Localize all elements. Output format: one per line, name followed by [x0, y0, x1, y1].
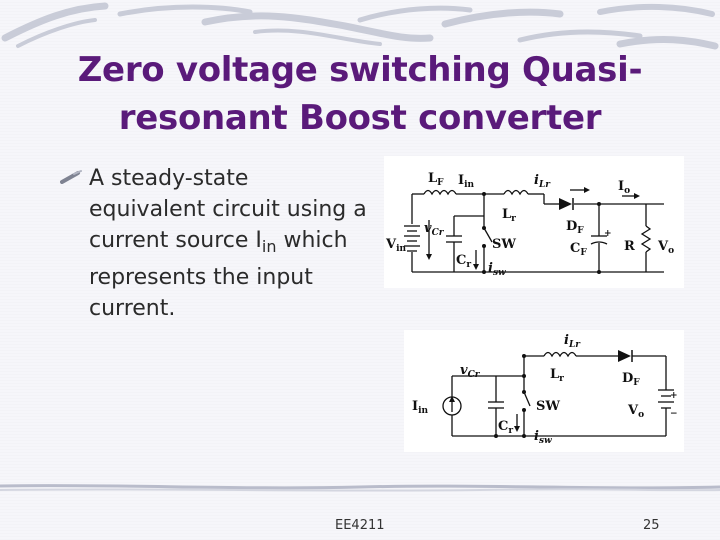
- label-vo-minus: −: [670, 409, 678, 419]
- label-vo: V: [658, 239, 669, 254]
- svg-text:DF: [566, 219, 584, 236]
- footer-page-number: 25: [643, 518, 660, 533]
- label-ilr-sub: Lr: [538, 180, 551, 190]
- bullet-text-end: which represents the input current.: [89, 228, 348, 321]
- bullet-text-subscript: in: [261, 237, 277, 256]
- label-iin: I: [412, 399, 419, 414]
- label-cr-sub: r: [466, 260, 472, 270]
- label-df: D: [566, 219, 578, 234]
- label-vcr-sub: Cr: [467, 370, 480, 380]
- svg-text:isw: [534, 429, 552, 446]
- label-isw: i: [534, 429, 539, 444]
- label-vo: V: [628, 403, 639, 418]
- label-vcr-sub: Cr: [431, 228, 444, 238]
- label-iin: I: [458, 173, 465, 188]
- boost-converter-circuit-diagram: [384, 156, 684, 288]
- label-vo-sub: o: [668, 246, 675, 256]
- slide-title: [0, 46, 720, 142]
- label-vin-sub: in: [396, 244, 407, 254]
- label-vcr: v: [424, 221, 432, 236]
- svg-text:Cr: [498, 419, 513, 436]
- slide-title-line2: resonant Boost converter: [118, 98, 602, 138]
- label-vo-plus: +: [670, 391, 678, 401]
- label-sw: SW: [492, 237, 516, 252]
- label-io: I: [618, 179, 625, 194]
- diode-icon: [618, 350, 631, 362]
- label-lr-sub: r: [511, 214, 516, 224]
- label-lf: L: [428, 171, 438, 186]
- label-isw: i: [488, 261, 493, 276]
- slide-title-line1: Zero voltage switching Quasi-: [77, 50, 643, 90]
- svg-text:Iin: [412, 399, 429, 416]
- svg-text:iLr: [564, 333, 581, 350]
- label-iin-sub: in: [464, 180, 475, 190]
- label-cf-plus: +: [604, 229, 612, 239]
- svg-text:Io: [618, 179, 630, 196]
- svg-text:DF: [622, 371, 640, 388]
- label-sw: SW: [536, 399, 560, 414]
- label-lf-sub: F: [437, 178, 444, 188]
- label-df-sub: F: [577, 226, 584, 236]
- svg-text:vCr: [460, 363, 481, 380]
- label-cr: C: [498, 419, 509, 434]
- diode-icon: [559, 198, 572, 210]
- label-vin: V: [386, 237, 397, 252]
- quill-bullet-icon: [60, 170, 82, 184]
- svg-text:Lr: [502, 207, 516, 224]
- svg-text:CF: [570, 241, 587, 258]
- svg-text:Cr: [456, 253, 471, 270]
- label-isw-sub: sw: [538, 436, 552, 446]
- label-r: R: [624, 239, 635, 254]
- label-ilr-sub: Lr: [568, 340, 581, 350]
- bullet-text: [89, 163, 369, 324]
- label-ilr: i: [564, 333, 569, 348]
- svg-text:Lr: [550, 367, 564, 384]
- label-isw-sub: sw: [492, 268, 506, 278]
- label-cr: C: [456, 253, 467, 268]
- label-io-sub: o: [624, 186, 631, 196]
- svg-text:Vo: [627, 403, 644, 420]
- label-iin-sub: in: [418, 406, 429, 416]
- label-cf: C: [570, 241, 581, 256]
- label-cf-sub: F: [580, 248, 587, 258]
- label-lr: L: [502, 207, 512, 222]
- label-vo-sub: o: [638, 410, 645, 420]
- svg-text:vCr: [424, 221, 445, 238]
- label-vcr: v: [460, 363, 468, 378]
- label-lr: L: [550, 367, 560, 382]
- svg-text:isw: [488, 261, 506, 278]
- label-df-sub: F: [633, 378, 640, 388]
- label-cr-sub: r: [508, 426, 514, 436]
- label-lr-sub: r: [559, 374, 564, 384]
- label-ilr: i: [534, 173, 539, 188]
- footer-divider: [0, 482, 720, 494]
- footer-course-code: EE4211: [335, 518, 385, 533]
- equivalent-circuit-diagram: [404, 330, 684, 452]
- svg-text:iLr: [534, 173, 551, 190]
- svg-text:Vo: [657, 239, 674, 256]
- label-df: D: [622, 371, 634, 386]
- bullet-text-main: A steady-state equivalent circuit using a current source I: [89, 166, 367, 253]
- svg-text:Vin: [385, 237, 407, 254]
- svg-text:Iin: [458, 173, 475, 190]
- svg-text:LF: [428, 171, 444, 188]
